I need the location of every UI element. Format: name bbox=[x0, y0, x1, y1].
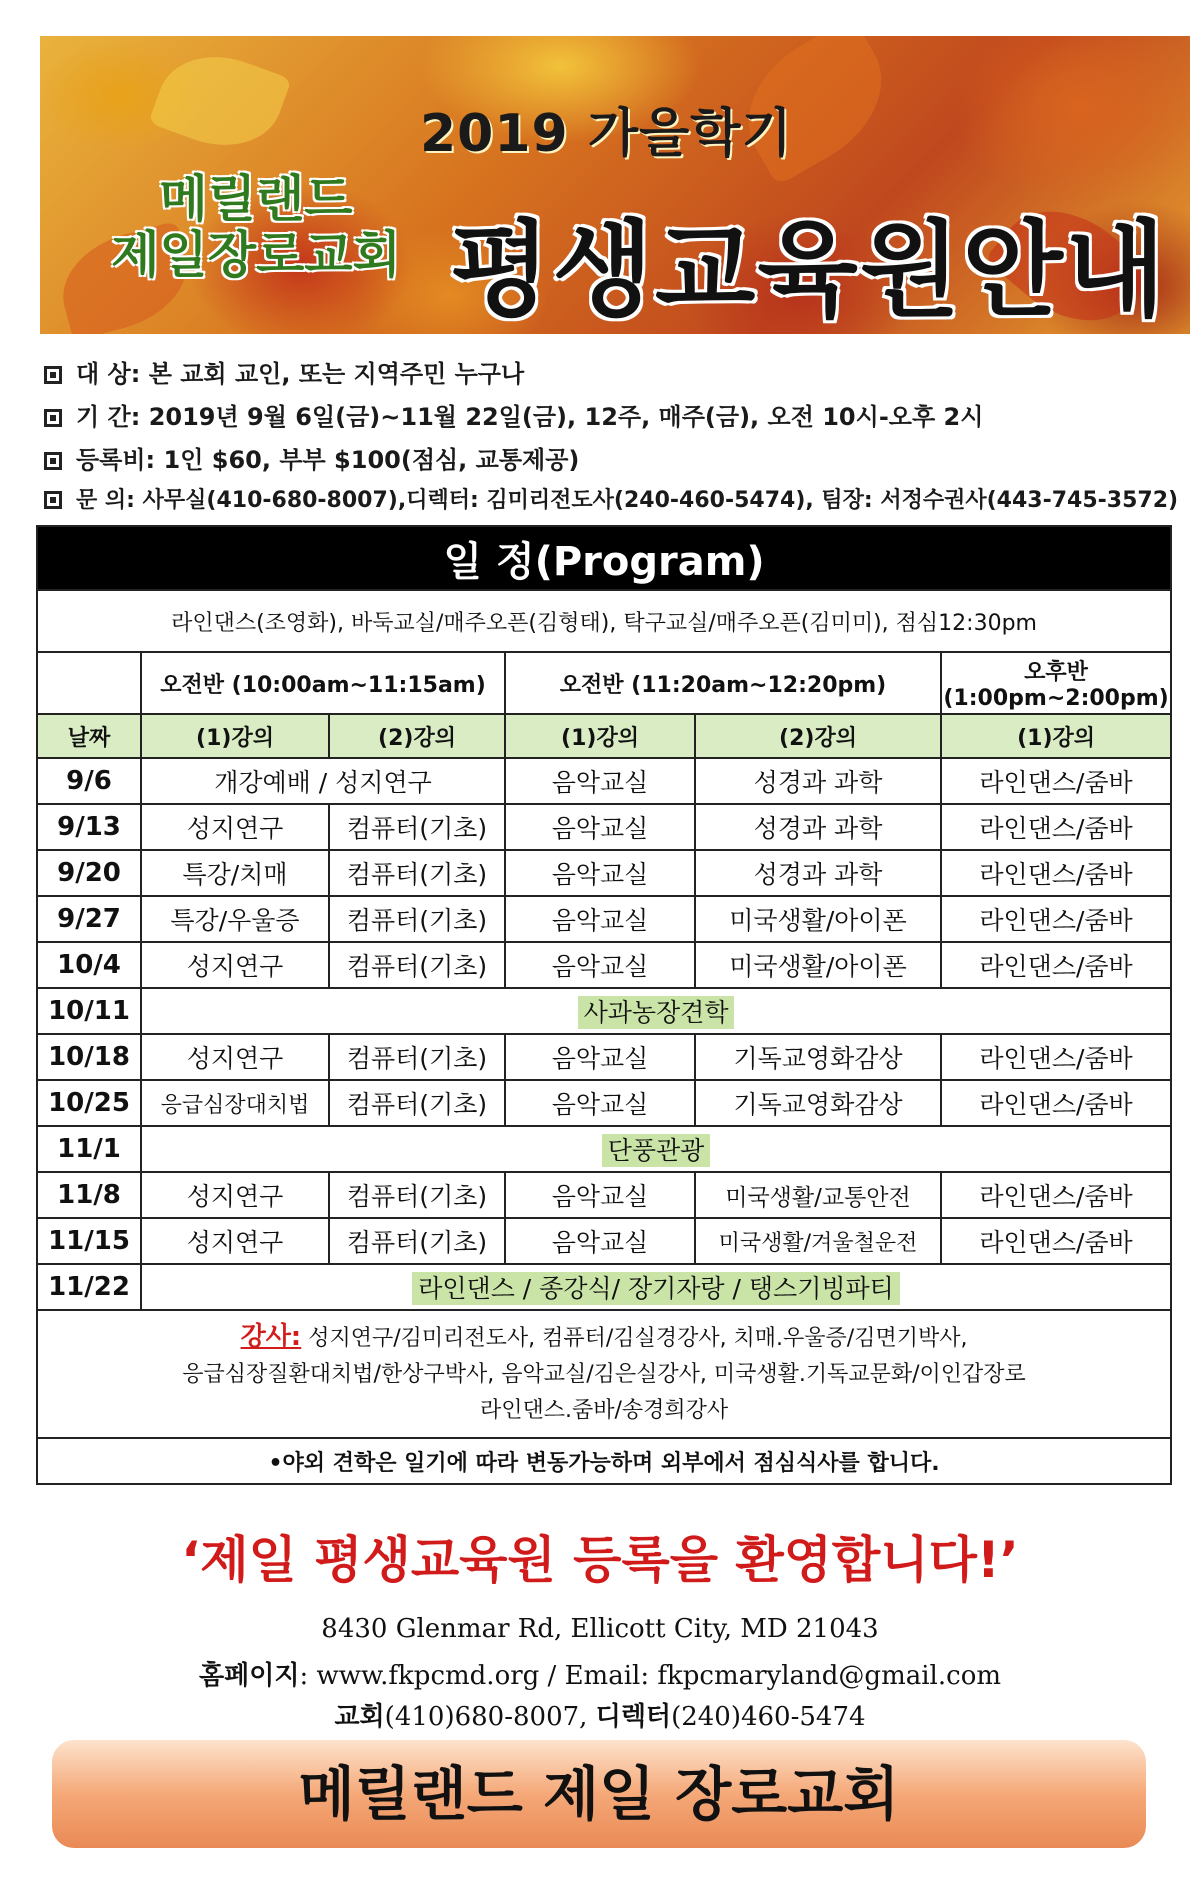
lecture-cell: 음악교실 bbox=[505, 1080, 695, 1126]
event-cell bbox=[141, 1126, 1171, 1172]
welcome-message: ‘제일 평생교육원 등록을 환영합니다!’ bbox=[181, 1531, 1019, 1589]
square-bullet-icon bbox=[44, 366, 62, 384]
table-row bbox=[37, 988, 1171, 1034]
date-cell: 9/6 bbox=[37, 758, 141, 804]
lecture-cell: 성경과 과학 bbox=[695, 758, 941, 804]
program-heading: 일 정(Program) bbox=[37, 526, 1171, 590]
info-label: 문 의: bbox=[76, 488, 135, 513]
lecturers-line-3: 라인댄스.줌바/송경희강사 bbox=[479, 1398, 729, 1423]
homepage-text: : www.fkpcmd.org / Email: fkpcmaryland@gmail.com bbox=[299, 1661, 1001, 1691]
date-cell: 10/11 bbox=[37, 988, 141, 1034]
lecture-cell: 성지연구 bbox=[141, 1172, 329, 1218]
lecture-cell: 음악교실 bbox=[505, 1218, 695, 1264]
event-label: 단풍관광 bbox=[602, 1134, 711, 1167]
homepage-label: 홈페이지 bbox=[198, 1661, 300, 1691]
info-label: 대 상: bbox=[76, 360, 141, 388]
lecture-cell: 라인댄스/줌바 bbox=[941, 850, 1171, 896]
lecture-cell: 라인댄스/줌바 bbox=[941, 758, 1171, 804]
subheader: (1)강의 bbox=[141, 714, 329, 758]
info-text: 사무실(410-680-8007),디렉터: 김미리전도사(240-460-5474), 팀장: 서정수권사(443-745-3572) bbox=[142, 488, 1179, 513]
lecture-cell: 미국생활/아이폰 bbox=[695, 896, 941, 942]
lecture-cell: 성지연구 bbox=[141, 942, 329, 988]
director-phone: (240)460-5474 bbox=[671, 1702, 866, 1732]
lecture-cell: 성지연구 bbox=[141, 1034, 329, 1080]
event-label: 사과농장견학 bbox=[578, 996, 735, 1029]
table-row bbox=[37, 850, 1171, 896]
info-contact bbox=[44, 483, 1178, 514]
lecture-cell: 음악교실 bbox=[505, 804, 695, 850]
address: 8430 Glenmar Rd, Ellicott City, MD 21043 bbox=[321, 1614, 879, 1644]
date-cell: 10/18 bbox=[37, 1034, 141, 1080]
table-row bbox=[37, 1080, 1171, 1126]
lecture-cell: 음악교실 bbox=[505, 1034, 695, 1080]
lecture-cell: 라인댄스/줌바 bbox=[941, 1218, 1171, 1264]
program-note: 라인댄스(조영화), 바둑교실/매주오픈(김형태), 탁구교실/매주오픈(김미미), 점심12:30pm bbox=[37, 590, 1171, 652]
lecture-cell: 기독교영화감상 bbox=[695, 1080, 941, 1126]
square-bullet-icon bbox=[44, 452, 62, 470]
church-phone-label: 교회 bbox=[334, 1702, 385, 1732]
lecture-cell: 특강/우울증 bbox=[141, 896, 329, 942]
lecture-cell: 라인댄스/줌바 bbox=[941, 942, 1171, 988]
date-cell: 10/25 bbox=[37, 1080, 141, 1126]
date-cell: 9/27 bbox=[37, 896, 141, 942]
lecture-cell: 라인댄스/줌바 bbox=[941, 804, 1171, 850]
table-row bbox=[37, 1218, 1171, 1264]
event-cell bbox=[141, 1264, 1171, 1310]
info-text: 1인 $60, 부부 $100(점심, 교통제공) bbox=[163, 446, 580, 474]
session-header: 오전반 (10:00am~11:15am) bbox=[141, 652, 505, 714]
phone-line bbox=[0, 1696, 1200, 1733]
table-row bbox=[37, 804, 1171, 850]
lecture-cell: 성지연구 bbox=[141, 1218, 329, 1264]
subheader: (1)강의 bbox=[505, 714, 695, 758]
lecture-cell: 미국생활/겨울철운전 bbox=[695, 1218, 941, 1264]
lecture-cell: 컴퓨터(기초) bbox=[329, 1218, 505, 1264]
subheader: (2)강의 bbox=[695, 714, 941, 758]
table-row bbox=[37, 1264, 1171, 1310]
banner-title: 평생교육원안내 bbox=[450, 209, 1168, 331]
banner-semester: 2019 가을학기 bbox=[420, 104, 793, 164]
lecture-cell: 음악교실 bbox=[505, 850, 695, 896]
lecture-cell: 컴퓨터(기초) bbox=[329, 1080, 505, 1126]
lecturers-label: 강사: bbox=[240, 1322, 302, 1352]
table-row bbox=[37, 758, 1171, 804]
lecture-cell: 응급심장대치법 bbox=[141, 1080, 329, 1126]
date-cell: 11/1 bbox=[37, 1126, 141, 1172]
subheader: (2)강의 bbox=[329, 714, 505, 758]
lecture-cell: 성경과 과학 bbox=[695, 850, 941, 896]
info-target bbox=[44, 354, 524, 389]
lecture-cell: 음악교실 bbox=[505, 896, 695, 942]
lecturers-cell bbox=[37, 1310, 1171, 1438]
lecture-cell: 라인댄스/줌바 bbox=[941, 896, 1171, 942]
lecture-cell: 라인댄스/줌바 bbox=[941, 1080, 1171, 1126]
homepage-line bbox=[0, 1655, 1200, 1692]
square-bullet-icon bbox=[44, 409, 62, 427]
church-line-2: 제일장로교회 bbox=[111, 226, 401, 284]
table-row bbox=[37, 896, 1171, 942]
lecturers-line-1: 성지연구/김미리전도사, 컴퓨터/김실경강사, 치매.우울증/김면기박사, bbox=[308, 1326, 968, 1351]
info-label: 등록비: bbox=[76, 446, 156, 474]
subheader-date: 날짜 bbox=[37, 714, 141, 758]
lecture-cell: 컴퓨터(기초) bbox=[329, 850, 505, 896]
lecture-cell: 라인댄스/줌바 bbox=[941, 1172, 1171, 1218]
lecture-cell: 미국생활/아이폰 bbox=[695, 942, 941, 988]
info-text: 본 교회 교인, 또는 지역주민 누구나 bbox=[148, 360, 525, 388]
event-cell bbox=[141, 988, 1171, 1034]
lecture-cell: 컴퓨터(기초) bbox=[329, 896, 505, 942]
table-row bbox=[37, 942, 1171, 988]
square-bullet-icon bbox=[44, 491, 62, 509]
lecture-cell: 개강예배 / 성지연구 bbox=[141, 758, 505, 804]
lecture-cell: 성지연구 bbox=[141, 804, 329, 850]
footer-church-name: 메릴랜드 제일 장로교회 bbox=[52, 1740, 1146, 1848]
lecture-cell: 컴퓨터(기초) bbox=[329, 1172, 505, 1218]
info-label: 기 간: bbox=[76, 403, 141, 431]
leaf-decoration bbox=[148, 38, 292, 164]
table-row bbox=[37, 1172, 1171, 1218]
date-cell: 11/22 bbox=[37, 1264, 141, 1310]
header-blank bbox=[37, 652, 141, 714]
table-row bbox=[37, 1126, 1171, 1172]
table-row bbox=[37, 1034, 1171, 1080]
info-period bbox=[44, 397, 983, 432]
info-fee bbox=[44, 440, 579, 475]
date-cell: 9/13 bbox=[37, 804, 141, 850]
date-cell: 10/4 bbox=[37, 942, 141, 988]
lecture-cell: 음악교실 bbox=[505, 758, 695, 804]
outing-note: •야외 견학은 일기에 따라 변동가능하며 외부에서 점심식사를 합니다. bbox=[37, 1438, 1171, 1484]
banner-church-name bbox=[76, 171, 436, 283]
session-header: 오후반 (1:00pm~2:00pm) bbox=[941, 652, 1171, 714]
lecture-cell: 컴퓨터(기초) bbox=[329, 942, 505, 988]
lecture-cell: 기독교영화감상 bbox=[695, 1034, 941, 1080]
lecture-cell: 컴퓨터(기초) bbox=[329, 1034, 505, 1080]
subheader: (1)강의 bbox=[941, 714, 1171, 758]
director-phone-label: 디렉터 bbox=[595, 1702, 672, 1732]
schedule-table bbox=[36, 525, 1172, 1485]
lecture-cell: 음악교실 bbox=[505, 942, 695, 988]
session-header: 오전반 (11:20am~12:20pm) bbox=[505, 652, 941, 714]
date-cell: 9/20 bbox=[37, 850, 141, 896]
lecture-cell: 라인댄스/줌바 bbox=[941, 1034, 1171, 1080]
info-text: 2019년 9월 6일(금)~11월 22일(금), 12주, 매주(금), 오전 10시-오후 2시 bbox=[148, 403, 984, 431]
lecture-cell: 특강/치매 bbox=[141, 850, 329, 896]
date-cell: 11/15 bbox=[37, 1218, 141, 1264]
autumn-banner bbox=[40, 36, 1190, 334]
event-label: 라인댄스 / 종강식/ 장기자랑 / 탱스기빙파티 bbox=[412, 1272, 900, 1305]
church-line-1: 메릴랜드 bbox=[159, 170, 353, 228]
lecture-cell: 음악교실 bbox=[505, 1172, 695, 1218]
lecture-cell: 미국생활/교통안전 bbox=[695, 1172, 941, 1218]
lecture-cell: 컴퓨터(기초) bbox=[329, 804, 505, 850]
lecturers-line-2: 응급심장질환대치법/한상구박사, 음악교실/김은실강사, 미국생활.기독교문화/이인갑장로 bbox=[182, 1362, 1026, 1387]
lecture-cell: 성경과 과학 bbox=[695, 804, 941, 850]
church-phone: (410)680-8007, bbox=[384, 1702, 588, 1732]
date-cell: 11/8 bbox=[37, 1172, 141, 1218]
